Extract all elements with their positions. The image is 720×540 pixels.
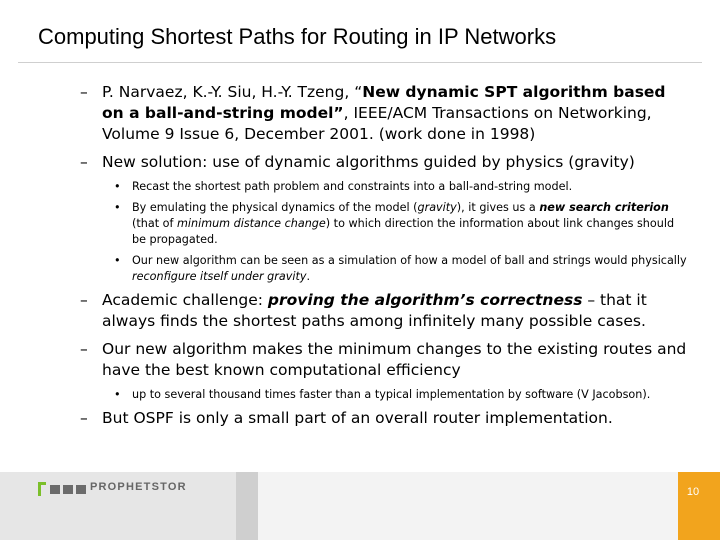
sub-bullet-text: new search criterion <box>539 201 669 214</box>
slide-body <box>80 82 690 436</box>
bullet-item <box>80 408 690 429</box>
sub-bullet-text: reconfigure itself under gravity <box>132 270 307 283</box>
bullet-item <box>80 82 690 145</box>
bullet-item <box>80 152 690 173</box>
sub-bullet-text: minimum distance change <box>176 217 326 230</box>
bullet-dash: – <box>80 340 88 358</box>
bullet-dash: – <box>80 153 88 171</box>
bullet-item <box>80 290 690 332</box>
sub-bullet-dot: • <box>114 180 121 193</box>
sub-bullet-dot: • <box>114 201 121 214</box>
sub-bullet-list <box>80 179 690 285</box>
sub-bullet-text: gravity <box>417 201 457 214</box>
sub-bullet-text: Our new algorithm can be seen as a simulation of how a model of ball and strings would physically <box>132 254 687 267</box>
sub-bullet-list <box>80 387 690 403</box>
title-divider <box>18 62 702 63</box>
bullet-text: New dynamic SPT algorithm based on a ball-and-string model” <box>102 83 666 122</box>
logo-wordmark: PROPHETSTOR <box>90 481 187 493</box>
bullet-text: Our new algorithm makes the minimum changes to the existing routes and have the best known computational efficiency <box>102 340 687 379</box>
sub-bullet-dot: • <box>114 254 121 267</box>
sub-bullet-text: up to several thousand times faster than a typical implementation by software (V Jacobson). <box>132 388 651 401</box>
sub-bullet-dot: • <box>114 388 121 401</box>
bullet-text: New solution: use of dynamic algorithms guided by physics (gravity) <box>102 153 635 171</box>
sub-bullet-text: ) to which direction the information about link changes should be propagated. <box>132 217 675 246</box>
bullet-text: – that it always finds the shortest paths among infinitely many possible cases. <box>102 291 647 330</box>
bullet-dash: – <box>80 83 88 101</box>
sub-bullet-item <box>114 387 690 403</box>
sub-bullet-item <box>114 200 690 248</box>
bullet-dash: – <box>80 291 88 309</box>
page-number: 10 <box>686 486 700 498</box>
sub-bullet-text: (that of <box>132 217 177 230</box>
sub-bullet-item <box>114 253 690 285</box>
slide-title: Computing Shortest Paths for Routing in IP Networks <box>38 24 557 49</box>
logo-square-2 <box>63 485 73 494</box>
bullet-text: , IEEE/ACM Transactions on Networking, Volume 9 Issue 6, December 2001. (work done in 1998) <box>102 104 652 143</box>
bullet-text: proving the algorithm’s correctness <box>267 291 583 309</box>
footer-right-panel <box>258 472 678 540</box>
sub-bullet-text: . <box>306 270 311 283</box>
bullet-dash: – <box>80 409 88 427</box>
bullet-text: Academic challenge: <box>102 291 268 309</box>
sub-bullet-text: ), it gives us a <box>456 201 540 214</box>
logo-square-1 <box>50 485 60 494</box>
sub-bullet-text: Recast the shortest path problem and constraints into a ball-and-string model. <box>132 180 573 193</box>
page-number-badge <box>678 472 720 540</box>
sub-bullet-item <box>114 179 690 195</box>
logo-mark-left <box>38 482 41 496</box>
footer-divider-panel <box>236 472 258 540</box>
logo-square-3 <box>76 485 86 494</box>
sub-bullet-text: By emulating the physical dynamics of the model ( <box>132 201 418 214</box>
bullet-text: P. Narvaez, K.-Y. Siu, H.-Y. Tzeng, “ <box>102 83 363 101</box>
bullet-text: But OSPF is only a small part of an overall router implementation. <box>102 409 613 427</box>
bullet-item <box>80 339 690 381</box>
